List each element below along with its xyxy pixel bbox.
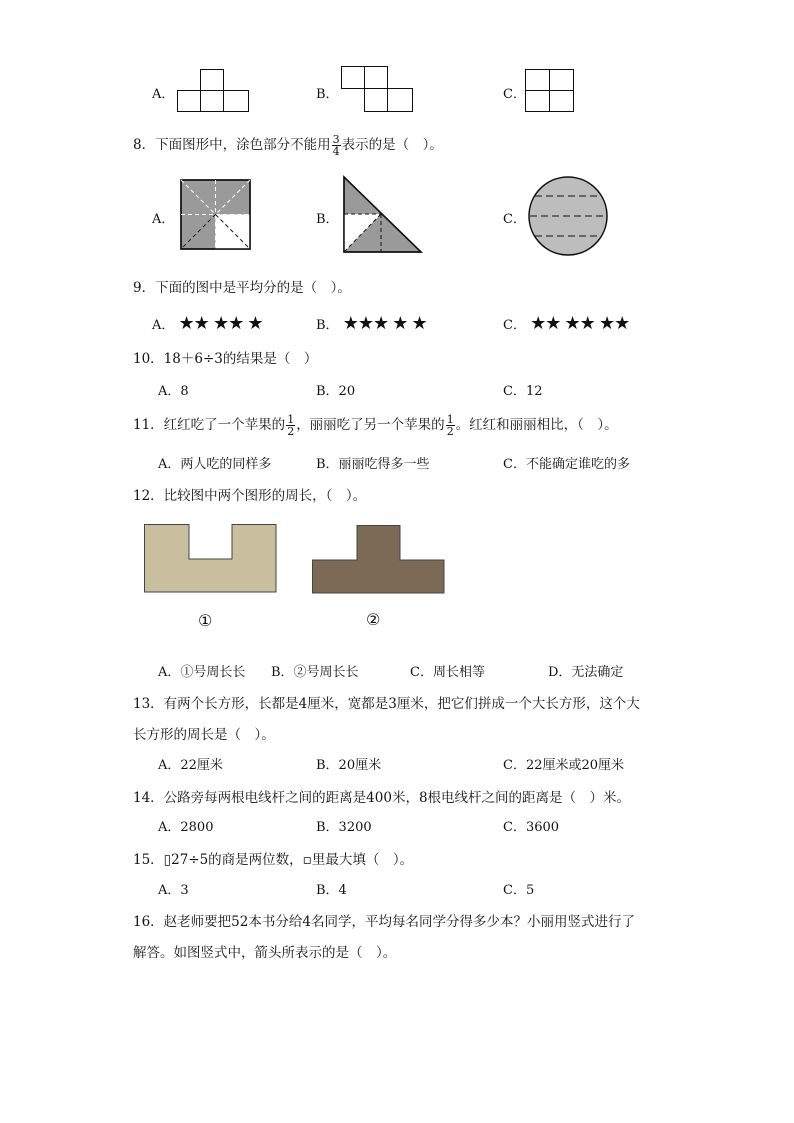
q8-stem <box>133 133 443 157</box>
numerator: 1 <box>446 413 454 426</box>
q16-stem-line2: 解答。如图竖式中，箭头所表示的是（ ）。 <box>133 945 397 961</box>
q12-shape-2 <box>312 525 446 595</box>
q12-shape-1 <box>144 524 278 594</box>
q7-shape-a <box>177 69 251 113</box>
q13-option-c[interactable]: C．22厘米或20厘米 <box>503 758 625 773</box>
star-group-icon: ★★ <box>212 313 244 334</box>
star-group-icon: ★★ <box>598 313 630 334</box>
q8-stem-text: 8．下面图形中，涂色部分不能用 <box>133 137 331 153</box>
numerator: 3 <box>332 133 340 146</box>
q10-option-a[interactable]: A．8 <box>158 384 189 399</box>
star-group-icon: ★ <box>392 313 408 334</box>
fraction <box>446 414 455 437</box>
q12-option-b[interactable]: B．②号周长长 <box>271 665 359 680</box>
q11-text-1: 11．红红吃了一个苹果的 <box>133 417 286 433</box>
q11-option-c[interactable]: C．不能确定谁吃的多 <box>503 457 630 472</box>
q12-option-a[interactable]: A．①号周长长 <box>158 665 246 680</box>
q7-shape-b <box>341 66 415 116</box>
q15-option-c[interactable]: C．5 <box>503 883 535 898</box>
fraction <box>332 134 341 157</box>
q13-option-a[interactable]: A．22厘米 <box>158 758 223 773</box>
option-letter: A． <box>152 318 175 333</box>
numerator: 1 <box>287 413 295 426</box>
q16-stem-line1: 16．赵老师要把52本书分给4名同学，平均每名同学分得多少本？小丽用竖式进行了 <box>133 914 635 930</box>
fraction <box>286 414 295 437</box>
star-group-icon: ★★ <box>530 313 561 334</box>
q8-option-a[interactable]: A． <box>152 212 175 227</box>
star-group-icon: ★★★ <box>342 313 389 334</box>
star-group-icon: ★★ <box>564 313 595 334</box>
q8-square-figure <box>180 179 252 251</box>
q14-option-b[interactable]: B．3200 <box>316 820 372 835</box>
q10-option-c[interactable]: C．12 <box>503 384 543 399</box>
star-group-icon: ★★ <box>178 313 209 334</box>
star-group-icon: ★ <box>411 313 427 334</box>
star-group-icon: ★ <box>247 313 263 334</box>
q8-stem-tail: 表示的是（ ）。 <box>341 137 443 153</box>
q8-option-c[interactable]: C． <box>503 212 526 227</box>
q8-option-b[interactable]: B． <box>316 212 339 227</box>
denominator: 4 <box>332 145 340 158</box>
q11-text-2: ，丽丽吃了另一个苹果的 <box>296 417 445 433</box>
q11-stem <box>133 413 618 437</box>
q7-option-c[interactable]: C． <box>503 87 526 102</box>
q7-option-b[interactable]: B． <box>316 87 339 102</box>
q12-option-d[interactable]: D．无法确定 <box>548 665 624 680</box>
option-letter: C． <box>503 318 526 333</box>
q11-option-a[interactable]: A．两人吃的同样多 <box>158 457 272 472</box>
q12-label-2: ② <box>366 610 381 629</box>
q12-label-1: ① <box>198 611 213 630</box>
q15-stem: 15．▯27÷5的商是两位数，▫里最大填（ ）。 <box>133 852 414 868</box>
q14-option-a[interactable]: A．2800 <box>158 820 214 835</box>
denominator: 2 <box>287 425 295 438</box>
q13-option-b[interactable]: B．20厘米 <box>316 758 382 773</box>
q9-option-c[interactable] <box>503 313 629 334</box>
q15-option-a[interactable]: A．3 <box>158 883 189 898</box>
q10-stem: 10．18＋6÷3的结果是（ ） <box>133 351 318 367</box>
q14-option-c[interactable]: C．3600 <box>503 820 560 835</box>
q9-option-b[interactable] <box>316 313 427 334</box>
q13-stem-line1: 13．有两个长方形，长都是4厘米，宽都是3厘米，把它们拼成一个大长方形，这个大 <box>133 696 640 712</box>
q15-option-b[interactable]: B．4 <box>316 883 347 898</box>
q14-stem: 14．公路旁每两根电线杆之间的距离是400米，8根电线杆之间的距离是（ ）米。 <box>133 790 631 806</box>
q13-stem-line2: 长方形的周长是（ ）。 <box>133 727 275 743</box>
q9-stem: 9．下面的图中是平均分的是（ ）。 <box>133 280 351 296</box>
q8-circle-figure <box>528 176 610 258</box>
q7-option-a[interactable]: A． <box>152 87 175 102</box>
q12-option-c[interactable]: C．周长相等 <box>410 665 485 680</box>
q9-option-a[interactable] <box>152 313 263 334</box>
q7-shape-c <box>525 69 577 113</box>
denominator: 2 <box>446 425 454 438</box>
q8-triangle-figure <box>343 176 423 254</box>
q11-option-b[interactable]: B．丽丽吃得多一些 <box>316 457 430 472</box>
q10-option-b[interactable]: B．20 <box>316 384 356 399</box>
option-letter: B． <box>316 318 339 333</box>
q12-stem: 12．比较图中两个图形的周长，（ ）。 <box>133 488 367 504</box>
q11-text-3: 。红红和丽丽相比，（ ）。 <box>455 417 618 433</box>
